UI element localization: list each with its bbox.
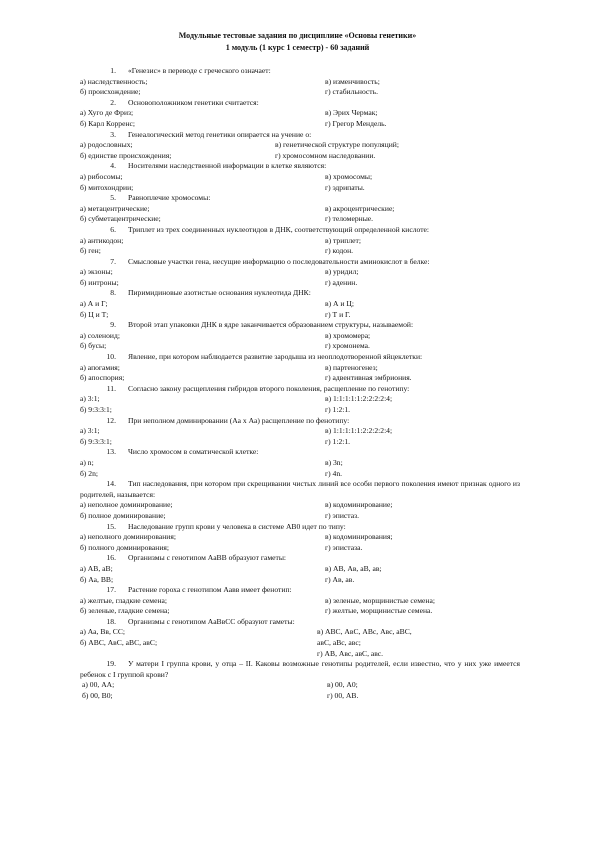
answer-row: а) апогамия; в) партеногенез;	[80, 362, 378, 372]
question-text: 4. Носителями наследственной информации в клетке являются:	[110, 161, 327, 171]
answer-row: а) n; в) 3n;	[80, 457, 343, 467]
answer-row: а) АВ, аВ; в) АВ, Ав, аВ, ав;	[80, 563, 382, 573]
answer-row: а) антикодон; в) триплет;	[80, 235, 361, 245]
question-text: 12. При неполном доминировании (Аа х Аа) расщепление по фенотипу:	[106, 415, 350, 425]
answer-row: б) апоспория; г) адвентивная эмбриония.	[80, 373, 412, 383]
question-text: 15. Наследование групп крови у человека в системе АВ0 идет по типу:	[106, 521, 346, 531]
answer-row: б) зеленые, гладкие семена; г) желтые, морщинистые семена.	[80, 606, 433, 616]
document-header	[0, 30, 595, 54]
answer-row: б) ген; г) кодон.	[80, 246, 354, 256]
question-text: 2. Основоположником генетики считается:	[110, 97, 259, 107]
answer-row: а) Хуго де Фриз; в) Эрих Чермак;	[80, 108, 378, 118]
answer-row: б) полного доминирования; г) эпистаза.	[80, 542, 363, 552]
question-text: 14. Тип наследования, при котором при скрещивании чистых линий все особи первого поколения имеют признак одного из родителей, называется:	[80, 479, 520, 499]
answer-row: а) родословных; в) генетической структуре популяций;	[80, 140, 399, 150]
answer-row: а) метацентрические; в) акроцентрические;	[80, 203, 395, 213]
answer-row: б) полное доминирование; г) эпистаз.	[80, 510, 359, 520]
question-text: 7. Смысловые участки гена, несущие информацию о последовательности аминокислот в белке:	[110, 256, 430, 266]
question-text: 17. Растение гороха с генотипом Аавв имеет фенотип:	[106, 585, 292, 595]
answer-row: б) Аа, ВВ; г) Ав, ав.	[80, 574, 355, 584]
answer-row: а) Аа, Вв, СС; в) АВС, АвС, АВс, Авс, аВС,	[80, 627, 412, 637]
answer-row: а) наследственность; в) изменчивость;	[80, 76, 380, 86]
question-text: 10. Явление, при котором наблюдается развитие зародыша из неоплодотворенной яйцеклетки:	[106, 352, 423, 362]
answer-row: а) А и Г; в) А и Ц;	[80, 299, 354, 309]
question-text: 6. Триплет из трех соединенных нуклеотидов в ДНК, соответствующий определенной кислоте:	[110, 224, 430, 234]
answer-row: а) неполного доминирования; в) кодоминирования;	[80, 532, 393, 542]
question-text: 1. «Генезис» в переводе с греческого означает:	[110, 66, 271, 75]
answer-row: б) Карл Корренс; г) Грегор Мендель.	[80, 118, 387, 128]
answer-row: б) бусы; г) хромонема.	[80, 341, 370, 351]
answer-row: б) Ц и Т; г) Т и Г.	[80, 309, 351, 319]
answer-row: а) соленоид; в) хромомера;	[80, 330, 371, 340]
answer-row: а) желтые, гладкие семена; в) зеленые, морщинистые семена;	[80, 595, 435, 605]
question-text: 18. Организмы с генотипом АаВвСС образуют гаметы:	[106, 616, 295, 626]
answer-row: б) 00, В0; г) 00, АВ.	[82, 691, 359, 701]
question-text: 3. Генеалогический метод генетики опирается на учение о:	[110, 129, 312, 139]
answer-row: г) АВ, Авс, авС, авс.	[317, 648, 384, 658]
answer-row: б) происхождение; г) стабильность.	[80, 87, 378, 97]
answer-row: а) 00, АА; в) 00, А0;	[82, 680, 358, 690]
questions-list	[80, 66, 520, 702]
answer-row: б) 9:3:3:1; г) 1:2:1.	[80, 436, 351, 446]
question-text: 8. Пиримидиновые азотистые основания нуклеотида ДНК:	[110, 288, 311, 298]
answer-row: а) рибосомы; в) хромосомы;	[80, 171, 373, 181]
answer-row: а) экзоны; в) уридил;	[80, 267, 359, 277]
answer-row: а) неполное доминирование; в) кодоминирование;	[80, 500, 393, 510]
answer-row: б) единстве происхождения; г) хромосомном наследовании.	[80, 150, 376, 160]
document-subtitle: 1 модуль (1 курс 1 семестр) - 60 заданий	[225, 43, 370, 52]
answer-row: а) 3:1; в) 1:1:1:1:1:2:2:2:2:4;	[80, 426, 393, 436]
question-text: 19. У матери I группа крови, у отца – II. Каковы возможные генотипы родителей, если известно, что у них уже имеется ребенок с I группой крови?	[80, 659, 520, 679]
answer-row: б) АВС, АвС, аВС, авС; авС, аВс, авс;	[80, 638, 361, 648]
answer-row: б) 9:3:3:1; г) 1:2:1.	[80, 405, 351, 414]
answer-row: б) интроны; г) аденин.	[80, 277, 358, 287]
question-text: 9. Второй этап упаковки ДНК в ядре заканчивается образованием структуры, называемой:	[110, 320, 414, 330]
document-title: Модульные тестовые задания по дисциплине «Основы генетики»	[178, 31, 417, 40]
answer-row: б) митохондрии; г) эдрипаты.	[80, 182, 365, 192]
question-text: 13. Число хромосом в соматической клетке:	[106, 447, 259, 457]
question-text: 11. Согласно закону расщепления гибридов второго поколения, расщепление по генотипу:	[106, 383, 410, 393]
question-text: 16. Организмы с генотипом АаВВ образуют гаметы:	[106, 553, 287, 563]
answer-row: б) 2n; г) 4n.	[80, 468, 343, 478]
answer-row: б) субметацентрические; г) теломерные.	[80, 214, 374, 224]
question-text: 5. Равноплечие хромосомы:	[110, 193, 211, 203]
answer-row: а) 3:1; в) 1:1:1:1:1:2:2:2:2:4;	[80, 394, 393, 404]
